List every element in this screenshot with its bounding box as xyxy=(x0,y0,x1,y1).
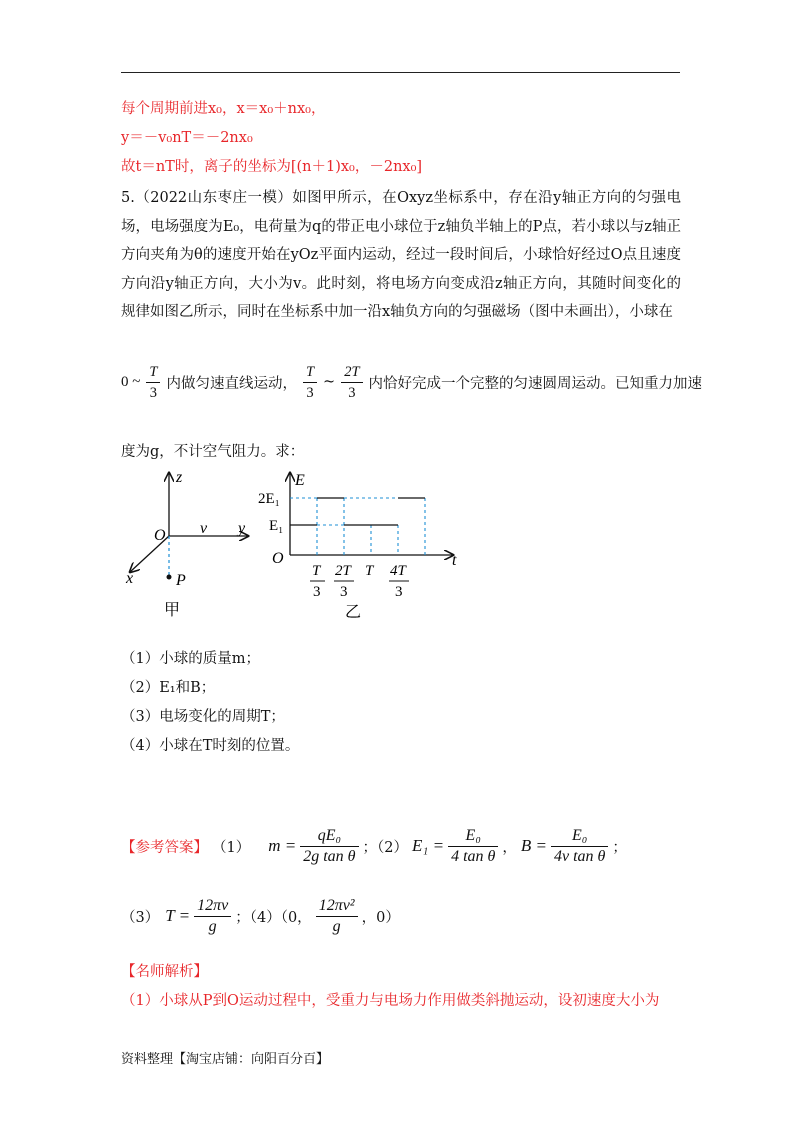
answer-comma: ， xyxy=(502,839,517,856)
tick-2T3-den: 3 xyxy=(340,584,348,600)
field-segments xyxy=(290,498,425,525)
guide-lines xyxy=(290,498,425,555)
level-2E1: 2E₁ xyxy=(258,491,280,507)
e1-fraction: $\frac{\text{E₀}}{\text{4 tan θ}}$ xyxy=(448,826,498,867)
P-label: P xyxy=(176,572,186,589)
answer-semi: ； xyxy=(612,839,627,856)
answer-p3: （3） xyxy=(121,909,160,926)
caption-yi: 乙 xyxy=(345,604,362,621)
answer-sep3: ；（4）（0， xyxy=(235,909,312,926)
m-fraction: $\frac{\text{qE₀}}{\text{2g tan θ}}$ xyxy=(300,826,358,867)
problem-text: 5.（2022山东枣庄一模）如图甲所示，在Oxyz坐标系中，存在沿y轴正方向的匀强电场，电场强度为E₀，电荷量为q的带正电小球位于z轴负半轴上的P点，若小球以与z轴正方向夹角为θ的速度开始在yOz平面内运动，经过一段时间后，小球恰好经过O点且速度方向沿y轴正方向，大小为v。此时刻，将电场方向变成沿z轴正方向，其随时间变化的规律如图乙所示，同时在坐标系中加一沿x轴负方向的匀强磁场（图中未画出），小球在 xyxy=(121,190,681,320)
range-text-2: 内恰好完成一个完整的匀速圆周运动。已知重力加速 xyxy=(368,375,703,392)
question-2: （2）E₁和B； xyxy=(121,680,216,696)
frac-2T-over-3: $\frac{2T}{3}$ xyxy=(341,362,362,403)
figure-jia xyxy=(118,465,268,625)
answer-p1: （1） xyxy=(212,839,251,856)
analysis-tag: 【名师解析】 xyxy=(121,964,208,980)
analysis-line-1: （1）小球从P到O运动过程中，受重力与电场力作用做类斜抛运动，设初速度大小为 xyxy=(121,993,660,1009)
z-label: z xyxy=(176,469,183,486)
position-fraction: $\frac{\text{12πv²}}{g}$ xyxy=(316,896,358,937)
answer-tag: 【参考答案】 xyxy=(121,839,208,856)
point-P xyxy=(167,575,172,580)
E-label: E xyxy=(295,472,305,489)
level-E1: E₁ xyxy=(269,518,284,534)
t-label: t xyxy=(452,552,457,569)
x-label: x xyxy=(126,570,134,587)
answer-pos-tail: ，0） xyxy=(361,909,400,926)
figure-yi xyxy=(255,467,470,622)
continuation-line-3: 故t＝nT时，离子的坐标为[(n＋1)x₀，－2nx₀] xyxy=(121,159,423,175)
problem-text-2: 度为g，不计空气阻力。求： xyxy=(121,444,305,460)
question-1: （1）小球的质量m； xyxy=(121,651,260,667)
origin-label: O xyxy=(154,527,166,544)
header-rule xyxy=(121,72,680,73)
frac-T-over-3: $\frac{T}{3}$ xyxy=(146,362,160,403)
y-label: y xyxy=(238,520,246,537)
answer-sep1: ；（2） xyxy=(362,839,409,856)
b-fraction: $\frac{\text{E₀}}{\text{4v tan θ}}$ xyxy=(551,826,608,867)
footer-text: 资料整理【淘宝店铺：向阳百分百】 xyxy=(121,1052,330,1067)
tick-4T3-num: 4T xyxy=(390,563,406,579)
continuation-line-2: y＝－v₀nT＝－2nx₀ xyxy=(121,130,253,146)
question-4: （4）小球在T时刻的位置。 xyxy=(121,738,300,754)
answer-line-2 xyxy=(121,892,400,940)
answer-line-1 xyxy=(121,822,627,870)
v-label: v xyxy=(200,520,208,537)
frac-T-over-3-b: $\frac{T}{3}$ xyxy=(303,362,317,403)
continuation-line-1: 每个周期前进x₀，x＝x₀＋nx₀， xyxy=(121,101,326,117)
tick-T3-den: 3 xyxy=(313,584,321,600)
range-start: 0 ~ xyxy=(121,373,141,390)
m-lhs: m = xyxy=(268,836,297,855)
origin-label: O xyxy=(272,550,284,567)
tick-T: T xyxy=(365,563,374,579)
question-3: （3）电场变化的周期T； xyxy=(121,709,285,725)
e1-lhs: E₁ = xyxy=(412,836,445,855)
time-range-line xyxy=(121,357,702,407)
range-text-1: 内做匀速直线运动， xyxy=(166,375,297,392)
t-fraction: $\frac{12\pi v}{g}$ xyxy=(194,896,231,937)
tilde: ~ xyxy=(323,374,336,390)
t-lhs: T = xyxy=(165,906,191,925)
tick-T3-num: T xyxy=(312,563,321,579)
b-lhs: B = xyxy=(520,836,547,855)
tick-4T3-den: 3 xyxy=(395,584,403,600)
caption-jia: 甲 xyxy=(164,602,181,619)
tick-2T3-num: 2T xyxy=(335,563,351,579)
